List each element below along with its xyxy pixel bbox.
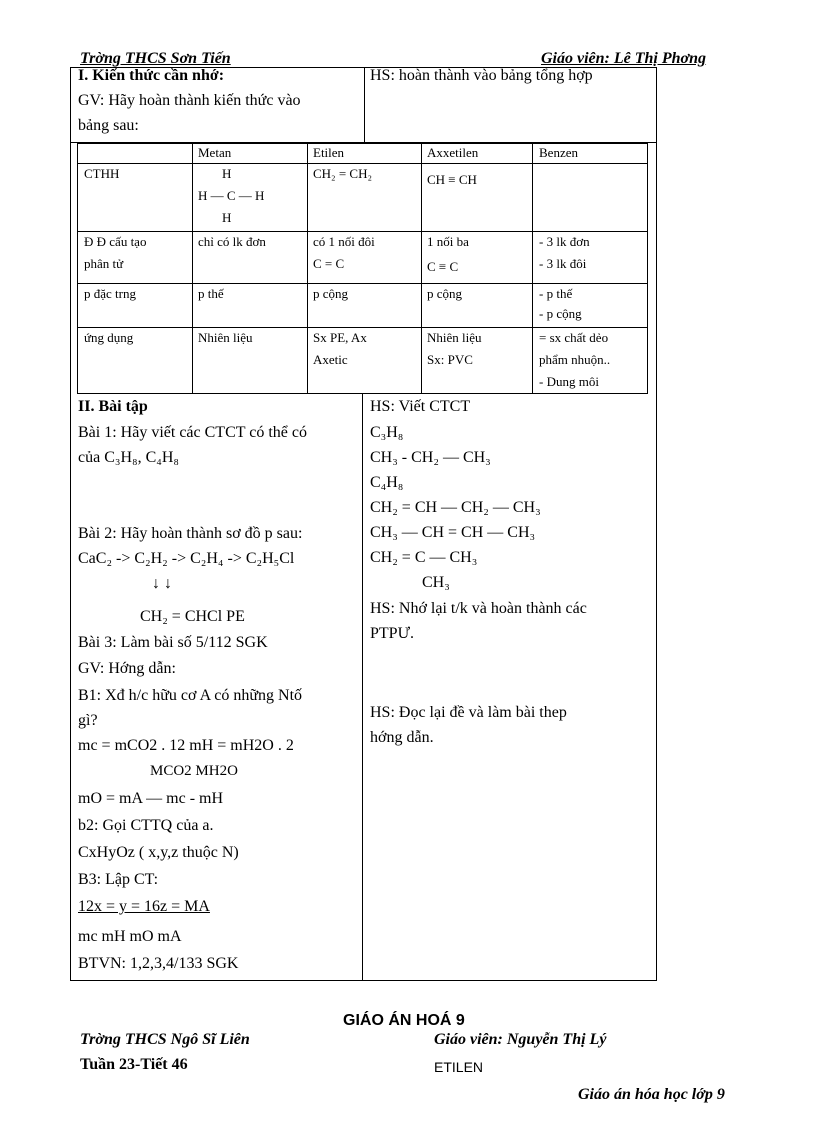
r2-benzen-1: - 3 lk đơn [539, 234, 590, 249]
frame-bottom [70, 980, 657, 981]
header-teacher: Giáo viên: Lê Thị Phơng [541, 50, 707, 67]
th-etilen: Etilen [313, 145, 345, 160]
frame-left [70, 67, 71, 981]
r1-etilen: CH₂ = CH₂ [313, 166, 373, 181]
footer-subject: Giáo án hóa học lớp 9 [578, 1086, 725, 1103]
section1-gv-line2: bảng sau: [78, 117, 139, 134]
r3-etilen: p cộng [313, 286, 349, 301]
header-school: Trờng THCS Sơn Tiến [80, 50, 231, 67]
c4h8-formula-3-branch: CH₃ [422, 574, 450, 591]
r4-benzen-3: - Dung môi [539, 374, 599, 389]
gv-huong-dan: GV: Hớng dẫn: [78, 660, 176, 677]
th-axetilen: Axxetilen [427, 145, 479, 160]
bai2-scheme: CaC₂ -> C₂H₂ -> C₂H₄ -> C₂H₅Cl [78, 550, 295, 567]
r4-axetilen-1: Nhiên liệu [427, 330, 482, 345]
hs2-line1: HS: Nhớ lại t/k và hoàn thành các [370, 600, 587, 617]
footer-title: GIÁO ÁN HOÁ 9 [343, 1012, 465, 1029]
footer-week: Tuần 23-Tiết 46 [80, 1056, 188, 1073]
r2-benzen-2: - 3 lk đôi [539, 256, 587, 271]
c3h8-label: C₃H₈ [370, 424, 404, 441]
r3-label: p đặc trng [84, 286, 136, 301]
r1-label: CTHH [84, 166, 120, 181]
r2-etilen-1: có 1 nối đôi [313, 234, 375, 249]
c4h8-label: C₄H₈ [370, 474, 404, 491]
bai3: Bài 3: Làm bài số 5/112 SGK [78, 634, 268, 651]
r2-axetilen-1: 1 nối ba [427, 234, 469, 249]
section1-hs: HS: hoàn thành vào bảng tổng hợp [370, 67, 593, 84]
r2-metan: chỉ có lk đơn [198, 234, 266, 249]
r3-benzen-2: - p cộng [539, 306, 582, 321]
bai2-products: CH₂ = CHCl PE [140, 608, 245, 625]
bai2: Bài 2: Hãy hoàn thành sơ đồ p sau: [78, 525, 303, 542]
hs2-line2: PTPƯ. [370, 625, 414, 642]
c4h8-formula-3: CH₂ = C — CH₃ [370, 549, 478, 566]
r1-metan-3: H [222, 210, 232, 225]
r3-benzen-1: - p thế [539, 286, 573, 301]
th-metan: Metan [198, 145, 232, 160]
cxhyoz: CxHyOz ( x,y,z thuộc N) [78, 844, 239, 861]
hs-ctct: HS: Viết CTCT [370, 398, 471, 415]
r2-etilen-2: C = C [313, 256, 345, 271]
r2-axetilen-2: C ≡ C [427, 259, 459, 274]
bai1-line1: Bài 1: Hãy viết các CTCT có thể có [78, 424, 307, 441]
b3: B3: Lập CT: [78, 871, 159, 888]
section1-divider [364, 67, 365, 143]
c4h8-formula-1: CH₂ = CH — CH₂ — CH₃ [370, 499, 541, 516]
r4-metan: Nhiên liệu [198, 330, 253, 345]
footer-teacher: Giáo viên: Nguyễn Thị Lý [434, 1031, 607, 1048]
r2-label-1: Đ Đ cấu tạo [84, 234, 147, 249]
formula-mo: mO = mA — mc - mH [78, 790, 224, 807]
b1-line2: gì? [78, 712, 98, 729]
b1-line1: B1: Xđ h/c hữu cơ A có những Ntố [78, 687, 303, 704]
r3-axetilen: p cộng [427, 286, 463, 301]
r1-metan-2: H — C — H [198, 188, 265, 203]
b2: b2: Gọi CTTQ của a. [78, 817, 214, 834]
bai2-arrows: ↓ ↓ [152, 575, 172, 592]
r4-axetilen-2: Sx: PVC [427, 352, 473, 367]
formula-M: MCO2 MH2O [150, 763, 238, 779]
footer-lesson: ETILEN [434, 1059, 484, 1075]
r2-label-2: phân tử [84, 256, 124, 271]
r1-metan-1: H [222, 166, 232, 181]
frame-right [656, 67, 657, 981]
bai1-line2: của C₃H₈, C₄H₈ [78, 449, 179, 466]
th-benzen: Benzen [539, 145, 578, 160]
ratio: 12x = y = 16z = MA [78, 898, 210, 915]
r4-etilen-2: Axetic [313, 352, 348, 367]
hs3-line2: hớng dẫn. [370, 729, 434, 746]
r4-benzen-2: phẩm nhuộn.. [539, 352, 611, 367]
r3-metan: p thế [198, 286, 224, 301]
formula-mc: mc = mCO2 . 12 mH = mH2O . 2 [78, 737, 294, 754]
footer-school: Trờng THCS Ngô Sĩ Liên [80, 1031, 250, 1048]
r1-axetilen: CH ≡ CH [427, 172, 477, 187]
r4-label: ứng dụng [84, 330, 134, 345]
section1-gv-line1: GV: Hãy hoàn thành kiến thức vào [78, 92, 301, 109]
btvn: BTVN: 1,2,3,4/133 SGK [78, 955, 239, 972]
hs3-line1: HS: Đọc lại đề và làm bài thep [370, 704, 567, 721]
r4-etilen-1: Sx PE, Ax [313, 330, 367, 345]
c3h8-formula: CH₃ - CH₂ — CH₃ [370, 449, 491, 466]
section1-title: I. Kiến thức cần nhớ: [78, 67, 225, 84]
ratio-den: mc mH mO mA [78, 928, 182, 945]
c4h8-formula-2: CH₃ — CH = CH — CH₃ [370, 524, 536, 541]
section2-divider [362, 394, 363, 981]
r4-benzen-1: = sx chất dẻo [539, 330, 609, 345]
section2-title: II. Bài tập [78, 398, 148, 415]
